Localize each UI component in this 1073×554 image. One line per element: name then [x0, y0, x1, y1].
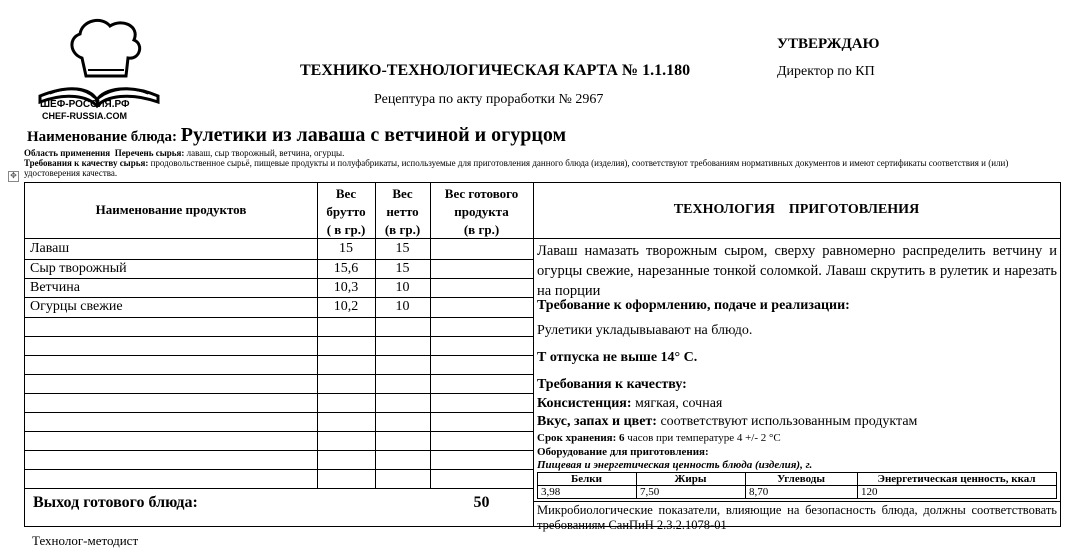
microbiology-text: Микробиологические показатели, влияющие на безопасность блюда, должны соответствовать требованиям СанПиН 2.3.2.1078-01 — [537, 503, 1057, 532]
col-header-gross: Вес брутто ( в гр.) — [326, 186, 366, 237]
col-header-product: Наименование продуктов — [95, 202, 247, 217]
area-label: Область применения — [24, 148, 111, 158]
requirements-label: Требования к качеству сырья: — [24, 158, 149, 168]
nutrition-value-energy: 120 — [861, 486, 878, 498]
table-move-handle-icon[interactable]: ✥ — [8, 171, 19, 182]
serving-temperature: Т отпуска не выше 14° С. — [537, 350, 698, 365]
raw-list-label: Перечень сырья: — [114, 148, 185, 158]
nutrition-value-fat: 7,50 — [640, 486, 660, 498]
storage-line: Срок хранения: 6 часов при температуре 4 +/- 2 °С — [537, 432, 781, 444]
logo-text-com: CHEF-RUSSIA.COM — [42, 111, 127, 121]
row-gross: 10,3 — [333, 280, 359, 295]
nutrition-label: Пищевая и энергетическая ценность блюда (изделия), г. — [537, 459, 813, 471]
row-name: Лаваш — [30, 241, 70, 256]
row-gross: 15,6 — [333, 261, 359, 276]
technologist-label: Технолог-методист — [32, 533, 139, 548]
output-label: Выход готового блюда: — [33, 494, 198, 511]
approve-label: УТВЕРЖДАЮ — [777, 36, 880, 52]
col-header-technology: ТЕХНОЛОГИЯ ПРИГОТОВЛЕНИЯ — [673, 202, 920, 217]
nutrition-header-fat: Жиры — [674, 473, 707, 485]
nutrition-header-carbs: Углеводы — [777, 473, 825, 485]
recipe-act: Рецептура по акту проработки № 2967 — [374, 92, 604, 107]
consistency-line: Консистенция: мягкая, сочная — [537, 396, 723, 411]
nutrition-header-energy: Энергетическая ценность, ккал — [877, 473, 1036, 485]
requirements-text: продовольственное сырьё, пищевые продукты и полуфабрикаты, используемые для приготовления данного блюда (изделия), соответствуют требованиям нормативных документов и имеют сертификаты соответствия и (или) удостоверения качества. — [24, 158, 1009, 178]
raw-list: лаваш, сыр творожный, ветчина, огурцы. — [186, 148, 345, 158]
row-net: 10 — [395, 280, 410, 295]
quality-label: Требования к качеству: — [537, 377, 687, 392]
col-header-net: Вес нетто (в гр.) — [384, 186, 421, 237]
dish-label: Наименование блюда: — [27, 129, 177, 145]
card-title: ТЕХНИКО-ТЕХНОЛОГИЧЕСКАЯ КАРТА № 1.1.180 — [300, 62, 691, 79]
nutrition-value-carbs: 8,70 — [749, 486, 769, 498]
logo-text-ru: ШЕФ-РОССИЯ.РФ — [40, 99, 130, 110]
application-area — [24, 148, 344, 158]
dish-name: Рулетики из лаваша с ветчиной и огурцом — [180, 124, 567, 146]
row-gross: 15 — [339, 241, 353, 256]
output-value: 50 — [473, 494, 490, 511]
row-net: 15 — [395, 241, 410, 256]
director-label: Директор по КП — [777, 64, 875, 79]
row-gross: 10,2 — [333, 299, 359, 314]
row-name: Огурцы свежие — [30, 299, 123, 314]
equipment-label: Оборудование для приготовления: — [537, 446, 709, 458]
row-net: 10 — [395, 299, 410, 314]
nutrition-header-protein: Белки — [570, 473, 602, 485]
nutrition-value-protein: 3,98 — [541, 486, 561, 498]
technology-text: Лаваш намазать творожным сыром, сверху равномерно распределить ветчину и огурцы свежие, нарезанные тонкой соломкой. Лаваш скрутить в рулетик и нарезать на порции — [537, 243, 1057, 299]
recipe-table — [24, 182, 1061, 532]
quality-requirements — [24, 158, 1064, 178]
serving-label: Требование к оформлению, подаче и реализации: — [537, 298, 850, 313]
row-net: 15 — [395, 261, 410, 276]
dish-name-line — [27, 124, 566, 147]
taste-line: Вкус, запах и цвет: соответствуют использованным продуктам — [537, 414, 918, 429]
row-name: Ветчина — [30, 280, 80, 295]
col-header-ready: Вес готового продукта (в гр.) — [444, 186, 519, 237]
serving-text: Рулетики укладывыавают на блюдо. — [537, 323, 753, 338]
row-name: Сыр творожный — [30, 261, 127, 276]
